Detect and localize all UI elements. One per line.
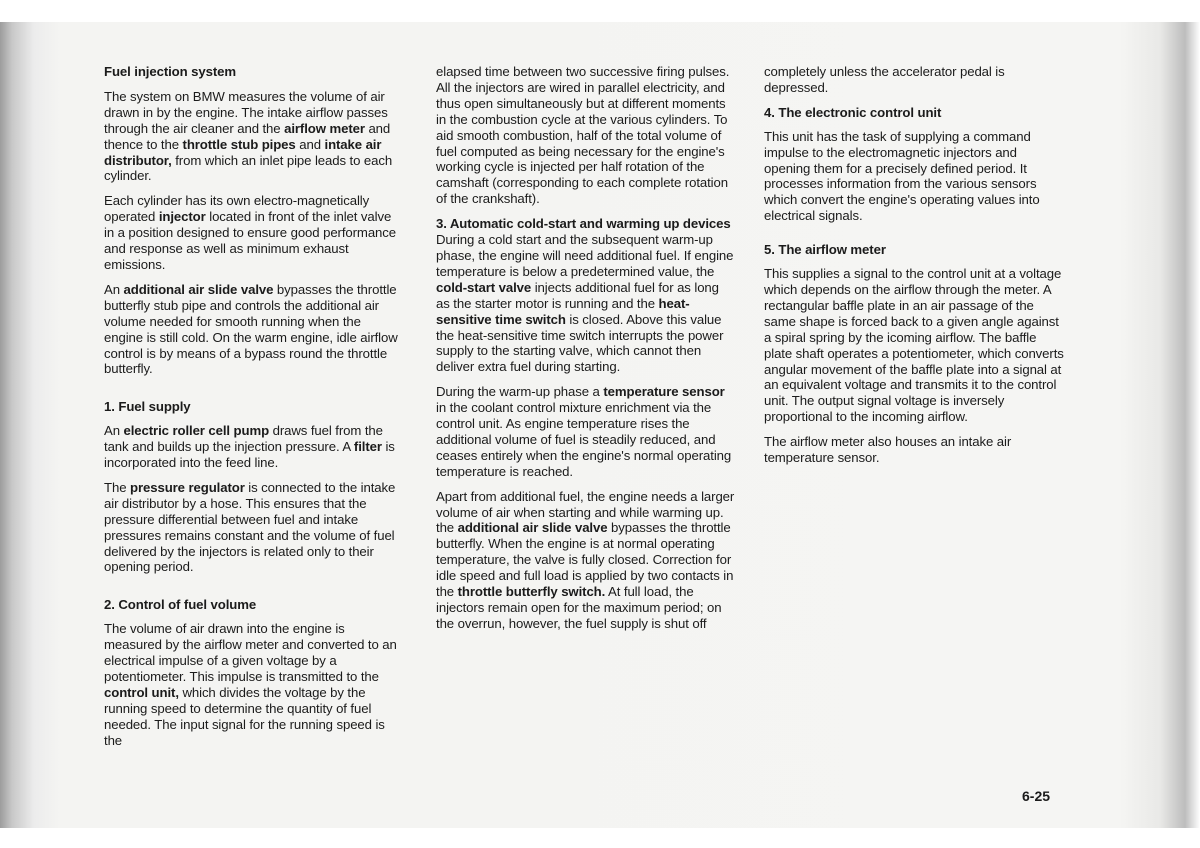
paragraph: The airflow meter also houses an intake air temperature sensor. [764, 434, 1012, 466]
paragraph: This supplies a signal to the control unit at a voltage which depends on the airflow through the meter. A rectangular baffle plate in an air passage of the same shape is forced back to a given angle against a spiral spring by the icoming airflow. The baffle plate shaft operates a potentiometer, which converts angular movement of the baffle plate into a signal at an equivalent voltage and transmits it to the control unit. The output signal voltage is inversely proportional to the incoming airflow. [764, 266, 1064, 425]
paragraph: An electric roller cell pump draws fuel from the tank and builds up the injection pressure. A filter is incorporated into the feed line. [104, 423, 395, 471]
text-column-right [764, 64, 1066, 475]
section-heading-cold-start: 3. Automatic cold-start and warming up devices [436, 216, 731, 232]
paragraph: During the warm-up phase a temperature sensor in the coolant control mixture enrichment via the control unit. As engine temperature rises the additional volume of fuel is steadily reduced, and ceases entirely when the engine's normal operating temperature is reached. [436, 384, 732, 479]
paragraph: The pressure regulator is connected to the intake air distributor by a hose. This ensures that the pressure differential between fuel and intake pressures remains constant and the volume of fuel delivered by the injectors is related only to their opening period. [104, 479, 396, 575]
text-column-left [104, 64, 402, 758]
paragraph: completely unless the accelerator pedal is depressed. [764, 64, 1005, 95]
section-heading-control-fuel-volume: 2. Control of fuel volume [104, 597, 257, 613]
paragraph: The system on BMW measures the volume of air drawn in by the engine. The intake airflow passes through the air cleaner and the airflow meter and thence to the throttle stub pipes and intake air distributor, from which an inlet pipe leads to each cylinder. [104, 88, 393, 184]
paragraph: This unit has the task of supplying a command impulse to the electromagnetic injectors and opening them for a precisely defined period. It processes information from the various sensors which convert the engine's operating values into electrical signals. [764, 128, 1040, 224]
section-heading-airflow-meter: 5. The airflow meter [764, 242, 886, 258]
paragraph: Apart from additional fuel, the engine needs a larger volume of air when starting and while warming up. the additional air slide valve bypasses the throttle butterfly. When the engine is at normal operating temperature, the valve is fully closed. Correction for idle speed and full load is applied by two contacts in the throttle butterfly switch. At full load, the injectors remain open for the maximum period; on the overrun, however, the fuel supply is shut off [436, 488, 735, 631]
paragraph: Each cylinder has its own electro-magnetically operated injector located in front of the inlet valve in a position designed to ensure good performance and response as well as minimum exhaust emissions. [104, 193, 397, 272]
paragraph: An additional air slide valve bypasses the throttle butterfly stub pipe and controls the additional air volume needed for smooth running when the engine is still cold. On the warm engine, idle airflow control is by means of a bypass round the throttle butterfly. [104, 281, 398, 377]
section-heading-control-unit: 4. The electronic control unit [764, 104, 942, 120]
paragraph: elapsed time between two successive firing pulses. All the injectors are wired in parallel electricity, and thus open simultaneously but at different moments in the combustion cycle at the various cylinders. To aid smooth combustion, half of the total volume of fuel computed as being necessary for the engine's working cycle is injected per half rotation of the camshaft (corresponding to each complete rotation of the crankshaft). [436, 64, 730, 207]
text-column-middle [436, 64, 736, 641]
section-heading-fuel-supply: 1. Fuel supply [104, 399, 191, 415]
paragraph: During a cold start and the subsequent warm-up phase, the engine will need additional fuel. If engine temperature is below a predetermined value, the cold-start valve injects additional fuel for as long as the starter motor is running and the heat-sensitive time switch is closed. Above this value the heat-sensitive time switch interrupts the power supply to the starting valve, which cannot then deliver extra fuel during starting. [436, 232, 734, 375]
section-heading-fuel-injection: Fuel injection system [104, 64, 237, 79]
paragraph: The volume of air drawn into the engine is measured by the airflow meter and converted to an electrical impulse of a given voltage by a potentiometer. This impulse is transmitted to the control unit, which divides the voltage by the running speed to determine the quantity of fuel needed. The input signal for the running speed is the [104, 621, 397, 748]
page-number: 6-25 [1022, 788, 1051, 804]
